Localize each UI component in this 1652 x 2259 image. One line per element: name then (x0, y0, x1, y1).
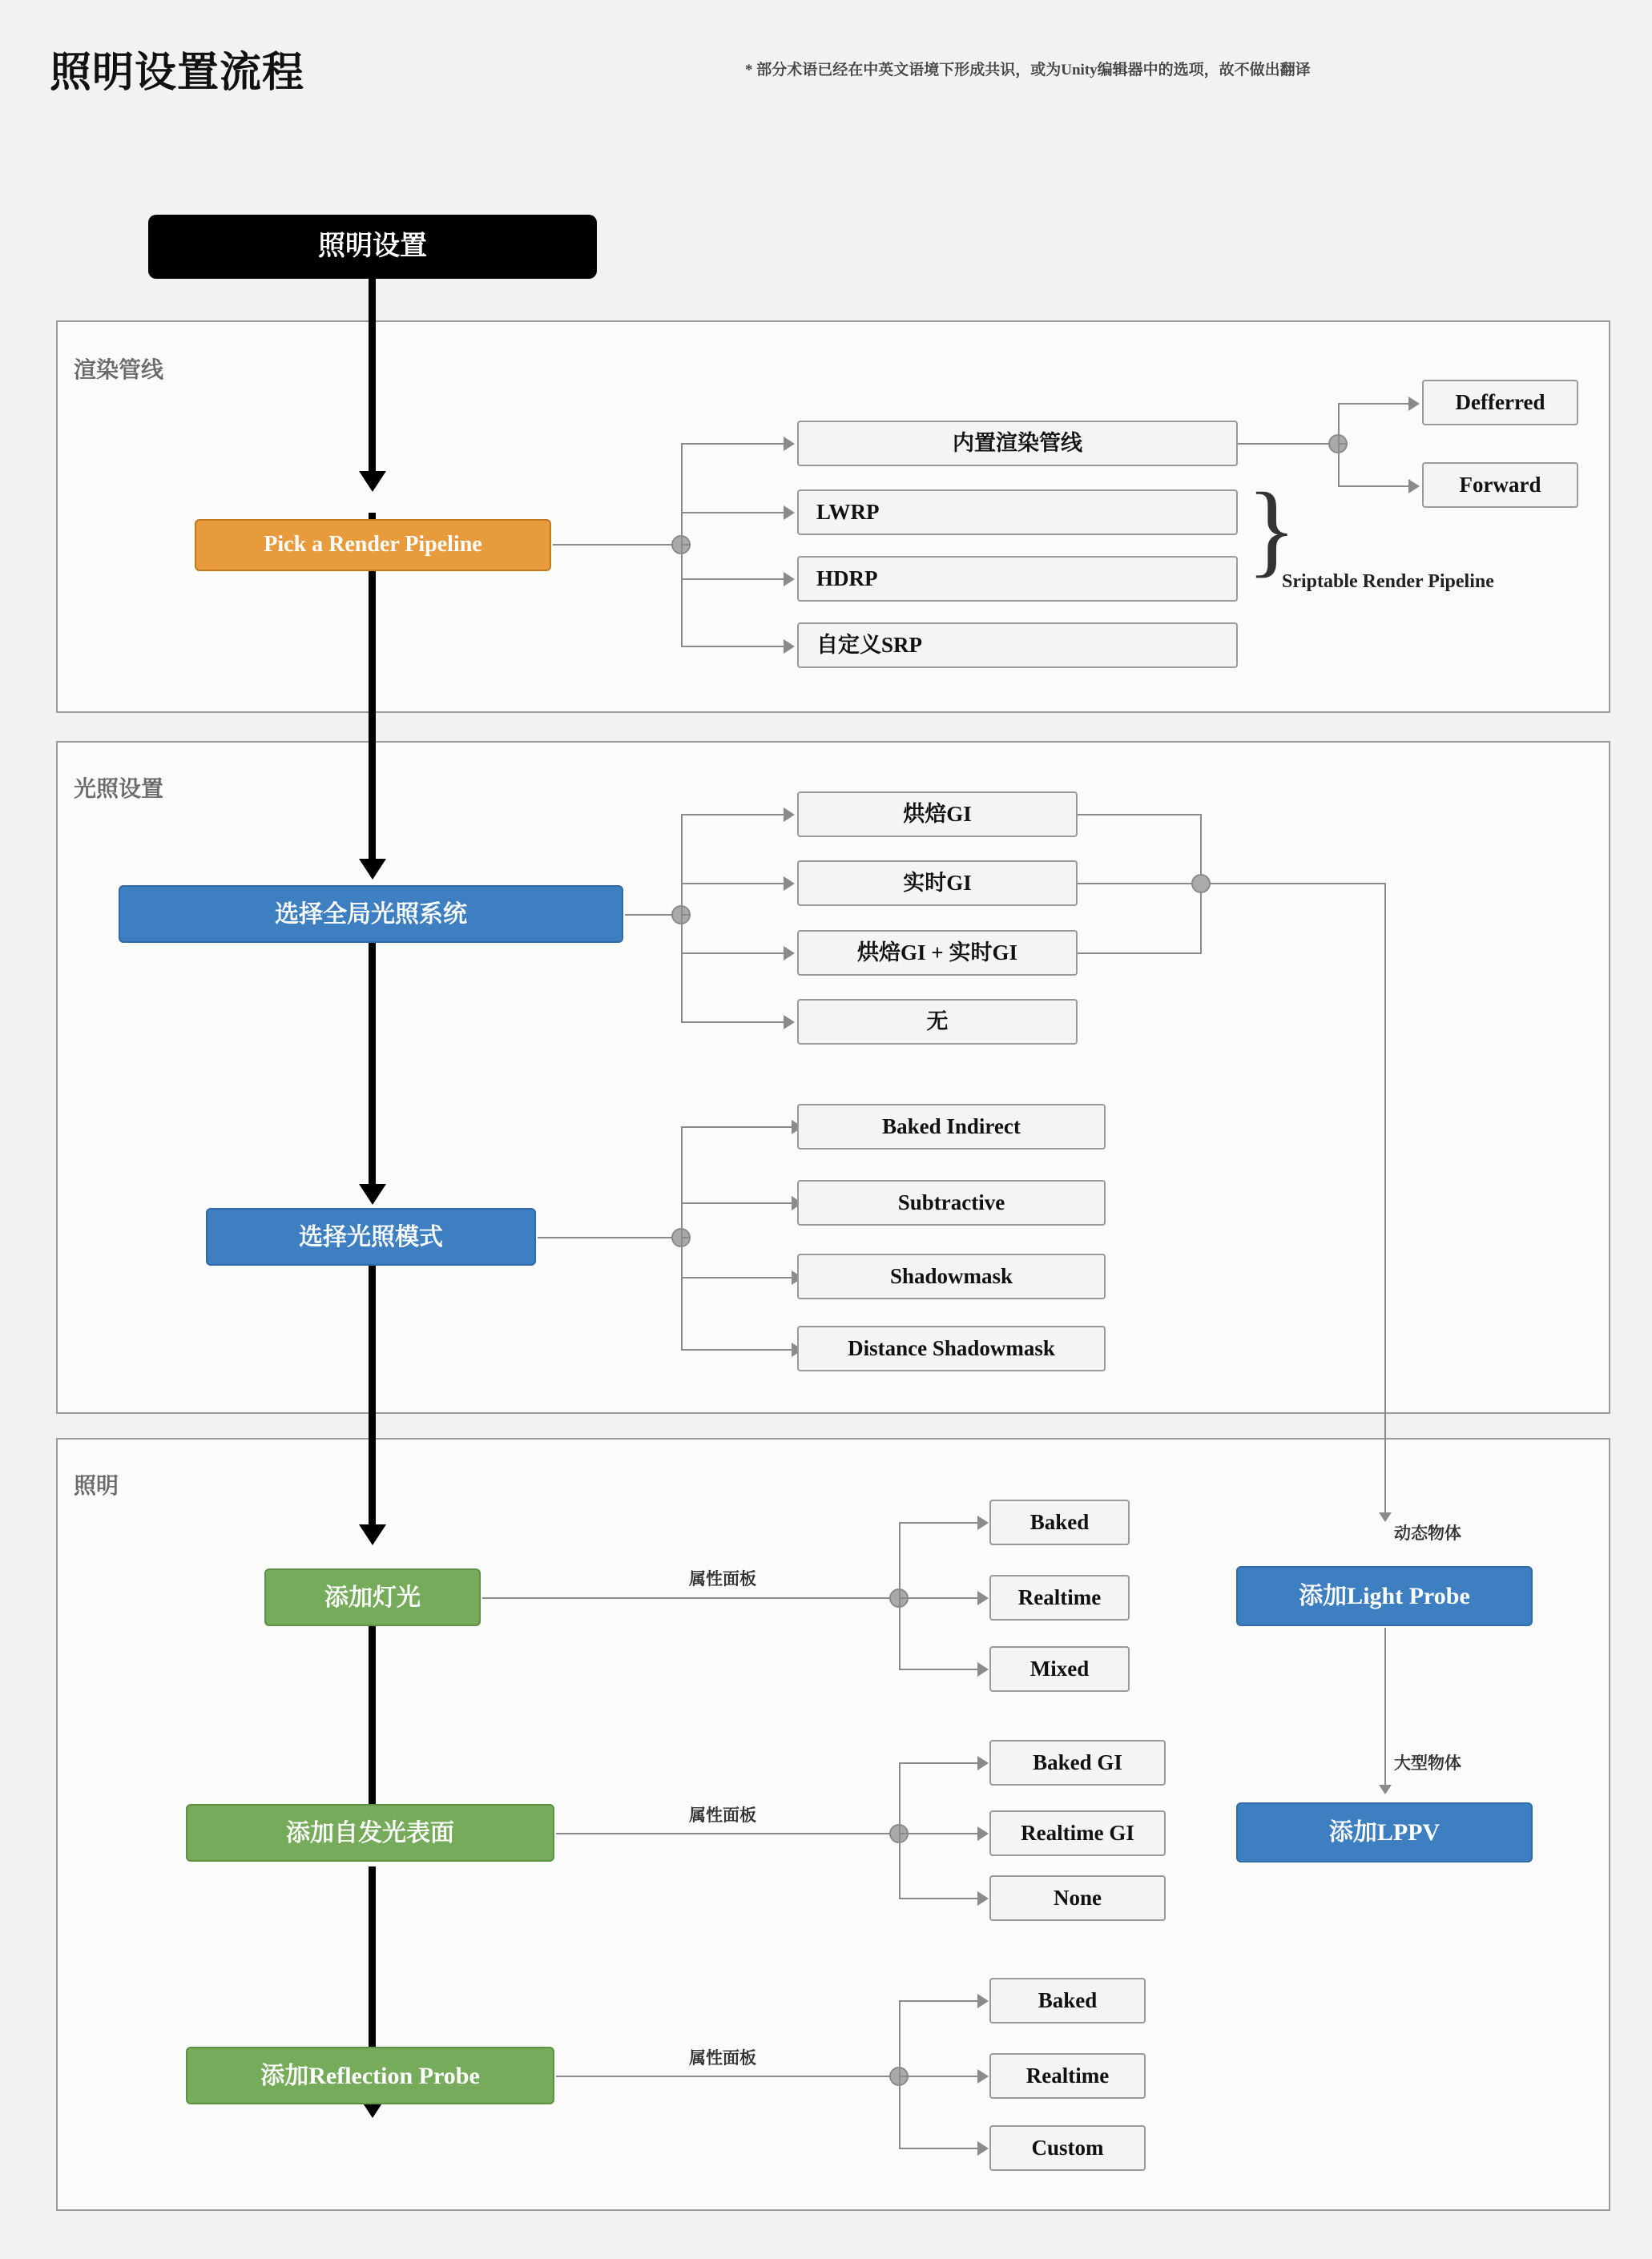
page-title: 照明设置流程 (50, 50, 305, 96)
arrow-light-opt-0 (977, 1516, 989, 1530)
spine-segment-4 (369, 1262, 376, 1530)
node-subtractive[interactable]: Subtractive (797, 1180, 1106, 1226)
node-emissive-baked-gi[interactable]: Baked GI (989, 1740, 1166, 1786)
node-gi-realtime[interactable]: 实时GI (797, 860, 1078, 906)
node-pipeline-custom-srp[interactable]: 自定义SRP (797, 622, 1238, 668)
arrow-gi-to-lightprobe (1379, 1512, 1392, 1522)
arrow-builtin-forward (1408, 479, 1420, 493)
connector-gi-to-lightprobe (1384, 883, 1386, 1516)
node-reflection-custom[interactable]: Custom (989, 2125, 1146, 2171)
connector-light-opt-0 (899, 1522, 979, 1524)
connector-gi-vertical (681, 814, 683, 1022)
connector-mode-opt-0 (681, 1126, 793, 1128)
edge-label-reflection-inspector: 属性面板 (689, 2048, 756, 2068)
connector-builtin-deferred (1338, 403, 1410, 405)
arrow-pipeline-opt-1 (784, 505, 795, 520)
connector-emissive-out (556, 1833, 892, 1834)
connector-reflection-opt-2 (899, 2148, 979, 2149)
node-gi-baked-plus-realtime[interactable]: 烘焙GI + 实时GI (797, 930, 1078, 976)
node-light-baked[interactable]: Baked (989, 1500, 1130, 1545)
node-gi-baked[interactable]: 烘焙GI (797, 791, 1078, 837)
node-distance-shadowmask[interactable]: Distance Shadowmask (797, 1326, 1106, 1371)
connector-gi-opt-1 (681, 883, 785, 884)
node-emissive-none[interactable]: None (989, 1875, 1166, 1921)
node-add-lppv[interactable]: 添加LPPV (1236, 1802, 1533, 1862)
node-add-light[interactable]: 添加灯光 (264, 1568, 481, 1626)
node-emissive-realtime-gi[interactable]: Realtime GI (989, 1810, 1166, 1856)
connector-pipeline-opt-2 (681, 578, 785, 580)
edge-label-dynamic-object: 动态物体 (1394, 1524, 1461, 1543)
connector-probe-to-lppv (1384, 1628, 1386, 1788)
panel-lighting-settings (56, 741, 1610, 1414)
connector-light-out (482, 1597, 891, 1599)
node-add-emissive-surface[interactable]: 添加自发光表面 (186, 1804, 554, 1862)
connector-emissive-vertical (899, 1762, 901, 1899)
connector-pipeline-opt-3 (681, 646, 785, 647)
spine-arrow-1 (359, 471, 386, 492)
srp-brace: } (1247, 472, 1297, 587)
connector-gi-opt-3 (681, 1021, 785, 1023)
edge-label-light-inspector: 属性面板 (689, 1569, 756, 1589)
spine-arrow-4 (359, 1524, 386, 1545)
connector-mode-hub (681, 1237, 691, 1238)
node-pipeline-hdrp[interactable]: HDRP (797, 556, 1238, 602)
arrow-emissive-opt-2 (977, 1891, 989, 1906)
connector-gi-out (625, 914, 673, 916)
spine-arrow-2 (359, 859, 386, 880)
arrow-light-opt-1 (977, 1591, 989, 1605)
connector-builtin-hub (1338, 443, 1348, 445)
node-lighting-setup-start[interactable]: 照明设置 (148, 215, 597, 279)
connector-emissive-opt-0 (899, 1762, 979, 1764)
arrow-light-opt-2 (977, 1662, 989, 1677)
arrow-emissive-opt-1 (977, 1826, 989, 1841)
arrow-pipeline-opt-3 (784, 639, 795, 654)
connector-light-opt-2 (899, 1669, 979, 1670)
connector-gi-opt-2 (681, 952, 785, 954)
panel-label-lighting-settings: 光照设置 (74, 777, 164, 802)
arrow-pipeline-opt-0 (784, 437, 795, 451)
node-light-mixed[interactable]: Mixed (989, 1646, 1130, 1692)
node-gi-none[interactable]: 无 (797, 999, 1078, 1045)
arrow-gi-opt-0 (784, 807, 795, 822)
connector-light-opt-1 (899, 1597, 979, 1599)
edge-label-emissive-inspector: 属性面板 (689, 1806, 756, 1825)
node-pipeline-lwrp[interactable]: LWRP (797, 489, 1238, 535)
connector-gi-merge-top (1078, 814, 1202, 815)
connector-mode-out (538, 1237, 673, 1238)
srp-brace-label: Sriptable Render Pipeline (1282, 571, 1494, 592)
node-baked-indirect[interactable]: Baked Indirect (797, 1104, 1106, 1150)
connector-pipeline-out (553, 544, 673, 546)
arrow-gi-opt-2 (784, 946, 795, 960)
connector-emissive-opt-1 (899, 1833, 979, 1834)
connector-reflection-opt-0 (899, 2000, 979, 2002)
edge-label-large-object: 大型物体 (1394, 1754, 1461, 1773)
node-select-lighting-mode[interactable]: 选择光照模式 (206, 1208, 536, 1266)
connector-pipeline-hub (681, 544, 691, 546)
connector-emissive-opt-2 (899, 1898, 979, 1899)
connector-builtin-vertical (1338, 403, 1340, 487)
connector-gi-opt-0 (681, 814, 785, 815)
connector-mode-opt-2 (681, 1277, 793, 1278)
connector-reflection-opt-1 (899, 2076, 979, 2077)
spine-segment-1 (369, 279, 376, 479)
node-pipeline-builtin[interactable]: 内置渲染管线 (797, 421, 1238, 466)
node-add-light-probe[interactable]: 添加Light Probe (1236, 1566, 1533, 1626)
connector-mode-opt-1 (681, 1202, 793, 1204)
arrow-reflection-opt-2 (977, 2141, 989, 2156)
node-pick-render-pipeline[interactable]: Pick a Render Pipeline (195, 519, 551, 571)
node-shadowmask[interactable]: Shadowmask (797, 1254, 1106, 1299)
connector-mode-opt-3 (681, 1349, 793, 1351)
arrow-probe-to-lppv (1379, 1785, 1392, 1794)
node-light-realtime[interactable]: Realtime (989, 1575, 1130, 1621)
arrow-reflection-opt-0 (977, 1994, 989, 2008)
arrow-pipeline-opt-2 (784, 572, 795, 586)
panel-label-render-pipeline: 渲染管线 (74, 358, 164, 383)
connector-builtin-out (1238, 443, 1330, 445)
arrow-emissive-opt-0 (977, 1756, 989, 1770)
node-select-gi-system[interactable]: 选择全局光照系统 (119, 885, 623, 943)
translation-note: * 部分术语已经在中英文语境下形成共识，或为Unity编辑器中的选项，故不做出翻译 (745, 62, 1311, 79)
arrow-builtin-deferred (1408, 397, 1420, 411)
arrow-reflection-opt-1 (977, 2069, 989, 2084)
node-reflection-realtime[interactable]: Realtime (989, 2053, 1146, 2099)
spine-arrow-3 (359, 1184, 386, 1205)
spine-segment-3 (369, 901, 376, 1190)
connector-mode-vertical (681, 1126, 683, 1351)
arrow-gi-opt-3 (784, 1015, 795, 1029)
connector-pipeline-opt-1 (681, 512, 785, 513)
panel-label-lighting: 照明 (74, 1474, 119, 1499)
arrow-gi-opt-1 (784, 876, 795, 891)
hub-dot-gi-merge (1191, 874, 1211, 893)
node-reflection-baked[interactable]: Baked (989, 1978, 1146, 2023)
connector-reflection-out (556, 2076, 892, 2077)
connector-pipeline-opt-0 (681, 443, 785, 445)
node-deferred[interactable]: Defferred (1422, 380, 1578, 425)
connector-light-vertical (899, 1522, 901, 1670)
connector-reflection-vertical (899, 2000, 901, 2148)
connector-gi-merge-out (1210, 883, 1386, 884)
connector-gi-merge-mid (1078, 883, 1202, 884)
node-add-reflection-probe[interactable]: 添加Reflection Probe (186, 2047, 554, 2104)
node-forward[interactable]: Forward (1422, 462, 1578, 508)
connector-gi-hub (681, 914, 691, 916)
connector-gi-merge-bottom (1078, 952, 1202, 954)
connector-builtin-forward (1338, 485, 1410, 487)
